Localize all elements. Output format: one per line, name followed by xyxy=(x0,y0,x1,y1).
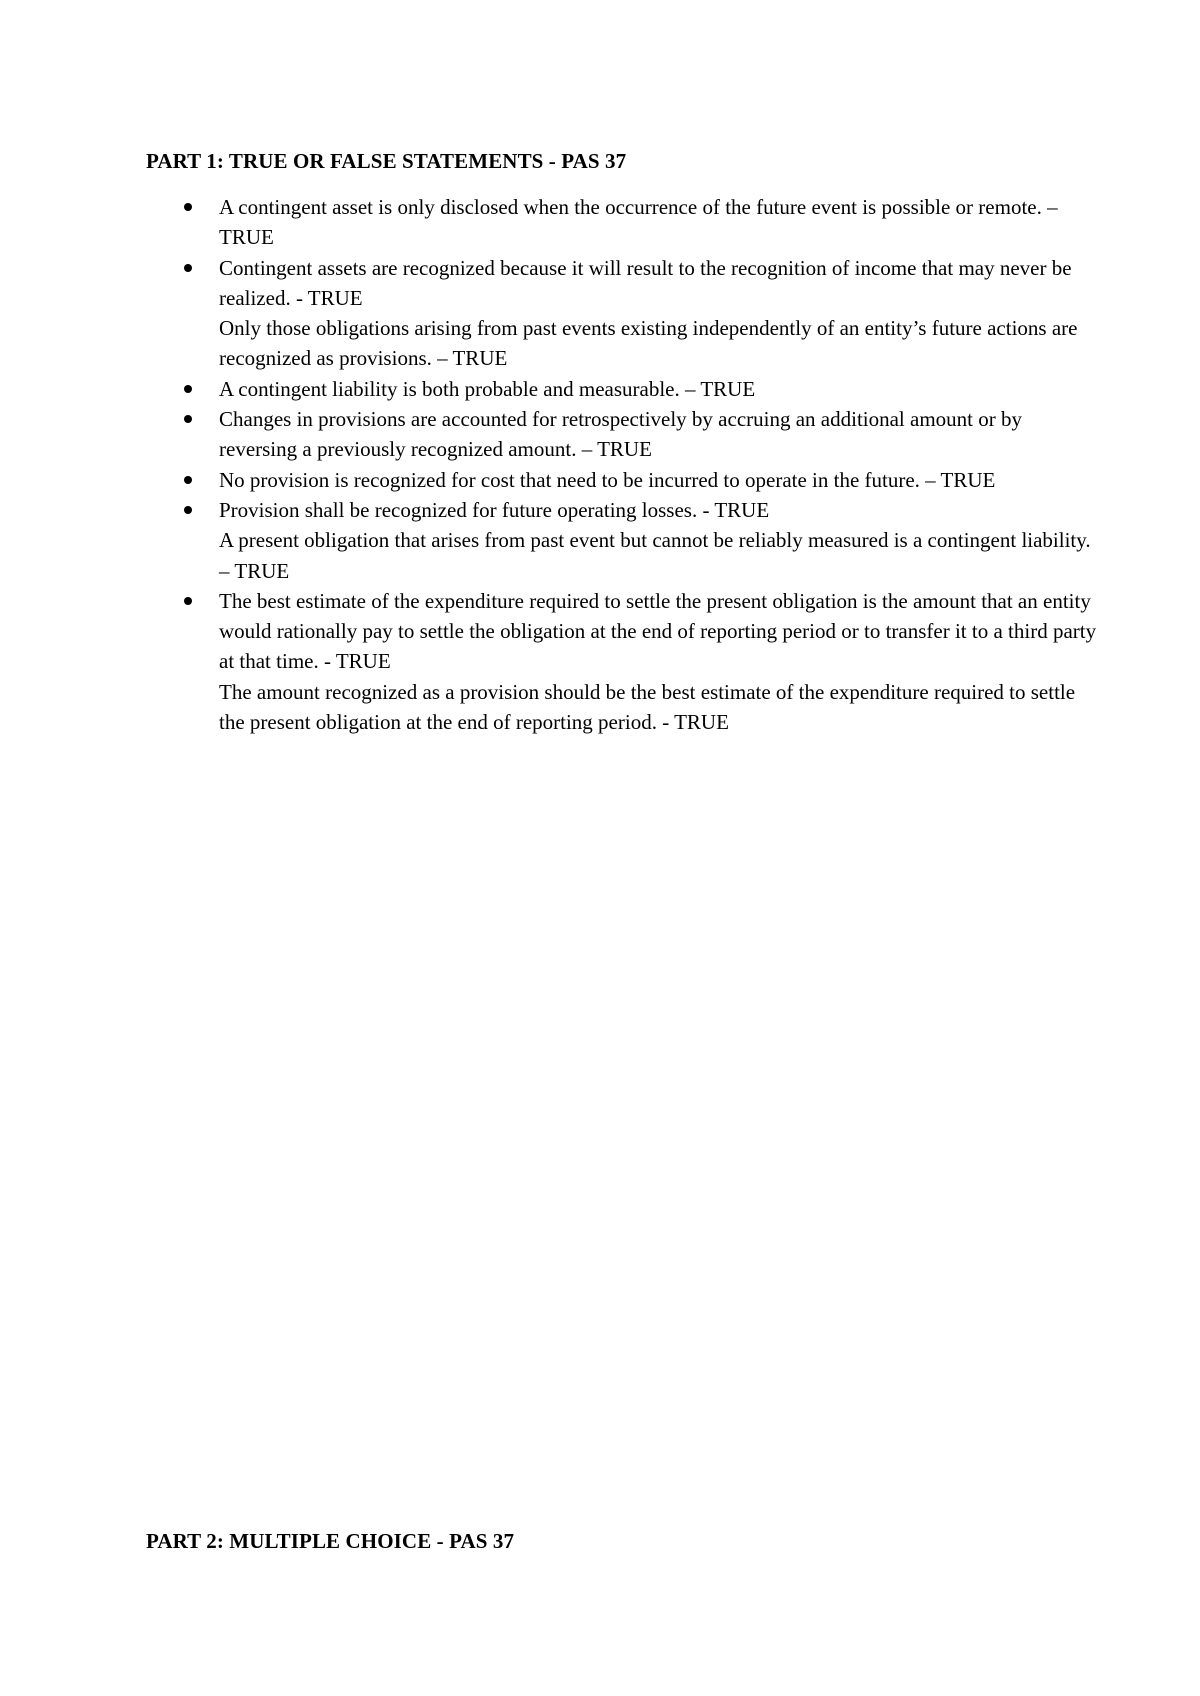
statement-continuation: The amount recognized as a provision should be the best estimate of the expenditure required to settle the present obligation at the end of reporting period. - TRUE xyxy=(219,679,1076,735)
bulleted-statement: A contingent asset is only disclosed when the occurrence of the future event is possible or remote. – TRUE xyxy=(219,192,1099,253)
bulleted-statement: A contingent liability is both probable and measurable. – TRUE xyxy=(219,374,1099,404)
bulleted-statement: Changes in provisions are accounted for retrospectively by accruing an additional amount or by reversing a previously recognized amount. – TRUE xyxy=(219,404,1099,465)
statement-continuation: Only those obligations arising from past events existing independently of an entity’s future actions are recognized as provisions. – TRUE xyxy=(219,316,1078,371)
statement-list xyxy=(219,192,1099,737)
bulleted-statement: Provision shall be recognized for future operating losses. - TRUE xyxy=(219,495,1099,525)
bulleted-statement: No provision is recognized for cost that need to be incurred to operate in the future. – TRUE xyxy=(219,465,1099,495)
part2-heading: PART 2: MULTIPLE CHOICE - PAS 37 xyxy=(146,1529,515,1553)
bulleted-statement: Contingent assets are recognized because it will result to the recognition of income that may never be realized. - TRUE xyxy=(219,253,1099,314)
statement-continuation: A present obligation that arises from past event but cannot be reliably measured is a contingent liability. – TRUE xyxy=(219,528,1091,583)
bulleted-statement: The best estimate of the expenditure required to settle the present obligation is the amount that an entity would rationally pay to settle the obligation at the end of reporting period or to transfer it to a third party at that time. - TRUE xyxy=(219,586,1099,677)
part1-heading: PART 1: TRUE OR FALSE STATEMENTS - PAS 37 xyxy=(146,149,627,173)
